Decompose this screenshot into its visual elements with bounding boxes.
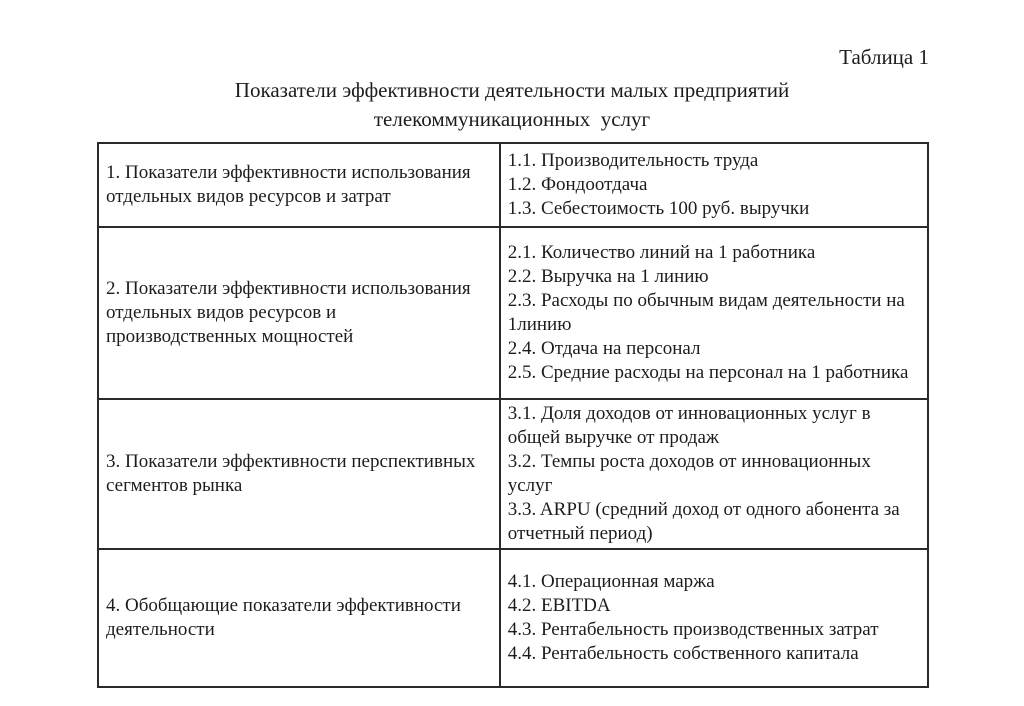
indicator-item: 3.1. Доля доходов от инновационных услуг в общей выручке от продаж [507,403,871,448]
indicator-item: 2.2. Выручка на 1 линию [507,266,709,287]
table-caption: Таблица 1 [839,45,929,69]
category-cell: 2. Показатели эффективности использования отдельных видов ресурсов и производственных мощностей [98,227,500,399]
indicator-item: 2.3. Расходы по обычным видам деятельности на 1линию [507,290,905,335]
table-row [98,143,928,227]
indicators-cell [500,227,928,399]
category-cell: 1. Показатели эффективности использования отдельных видов ресурсов и затрат [98,143,500,227]
indicator-item: 2.5. Средние расходы на персонал на 1 работника [507,362,909,383]
indicators-table [97,142,929,688]
indicators-cell [500,549,928,687]
indicator-item: 1.1. Производительность труда [507,150,759,171]
indicator-item: 4.4. Рентабельность собственного капитала [507,643,859,664]
indicators-table-body [98,143,928,687]
document-title [0,76,1024,134]
indicator-item: 4.1. Операционная маржа [507,571,715,592]
category-cell: 3. Показатели эффективности перспективных сегментов рынка [98,399,500,549]
indicators-cell [500,399,928,549]
table-row [98,399,928,549]
title-line-1: Показатели эффективности деятельности малых предприятий [234,78,790,102]
indicator-item: 2.1. Количество линий на 1 работника [507,242,816,263]
title-line-2: телекоммуникационных услуг [373,107,651,131]
indicator-item: 4.3. Рентабельность производственных затрат [507,619,879,640]
indicator-item: 3.3. ARPU (средний доход от одного абонента за отчетный период) [507,499,900,544]
indicator-item: 4.2. EBITDA [507,595,611,616]
category-cell: 4. Обобщающие показатели эффективности деятельности [98,549,500,687]
table-row [98,549,928,687]
indicator-item: 2.4. Отдача на персонал [507,338,701,359]
indicators-cell [500,143,928,227]
indicator-item: 1.3. Себестоимость 100 руб. выручки [507,198,810,219]
indicator-item: 3.2. Темпы роста доходов от инновационных услуг [507,451,871,496]
table-row [98,227,928,399]
indicator-item: 1.2. Фондоотдача [507,174,648,195]
